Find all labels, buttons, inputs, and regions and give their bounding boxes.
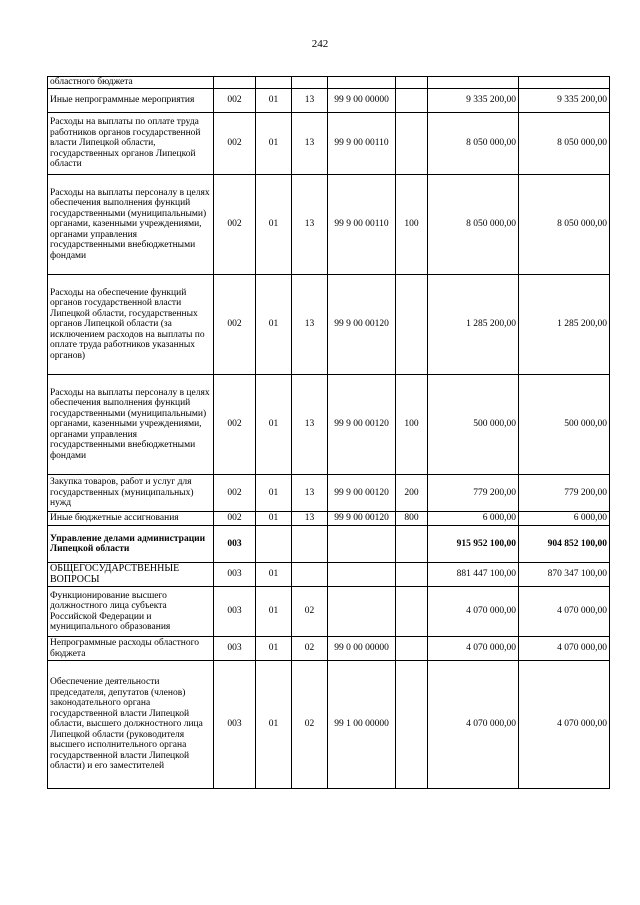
section-code-cell: 01	[256, 475, 292, 512]
amount-year1-cell: 4 070 000,00	[428, 661, 519, 789]
subsection-code-cell	[292, 563, 328, 587]
budget-table	[47, 76, 610, 789]
target-article-cell: 99 9 00 00110	[328, 113, 396, 175]
row-name-cell: Иные бюджетные ассигнования	[48, 512, 214, 526]
row-name-cell: Расходы на выплаты по оплате труда работников органов государственной власти Липецкой области, государственных органов Липецкой области	[48, 113, 214, 175]
amount-year2-cell: 8 050 000,00	[519, 113, 610, 175]
ved-code-cell: 002	[214, 175, 256, 275]
target-article-cell: 99 9 00 00120	[328, 512, 396, 526]
subsection-code-cell	[292, 77, 328, 89]
section-code-cell: 01	[256, 375, 292, 475]
page-number: 242	[311, 38, 329, 50]
amount-year1-cell: 915 952 100,00	[428, 526, 519, 563]
ved-code-cell: 002	[214, 275, 256, 375]
amount-year2-cell: 500 000,00	[519, 375, 610, 475]
subsection-code-cell: 02	[292, 637, 328, 661]
table-row	[48, 526, 610, 563]
ved-code-cell	[214, 77, 256, 89]
row-name-cell: Иные непрограммные мероприятия	[48, 89, 214, 113]
table-row	[48, 587, 610, 637]
target-article-cell: 99 9 00 00120	[328, 375, 396, 475]
subsection-code-cell: 13	[292, 375, 328, 475]
row-name-cell: Управление делами администрации Липецкой области	[48, 526, 214, 563]
ved-code-cell: 003	[214, 563, 256, 587]
section-code-cell: 01	[256, 563, 292, 587]
subsection-code-cell: 13	[292, 512, 328, 526]
amount-year1-cell: 6 000,00	[428, 512, 519, 526]
section-code-cell	[256, 77, 292, 89]
amount-year1-cell: 4 070 000,00	[428, 637, 519, 661]
row-name-cell: Функционирование высшего должностного лица субъекта Российской Федерации и муниципального образования	[48, 587, 214, 637]
amount-year1-cell	[428, 77, 519, 89]
section-code-cell: 01	[256, 637, 292, 661]
subsection-code-cell: 02	[292, 661, 328, 789]
amount-year1-cell: 4 070 000,00	[428, 587, 519, 637]
expense-type-cell	[396, 637, 428, 661]
section-code-cell	[256, 526, 292, 563]
target-article-cell: 99 9 00 00110	[328, 175, 396, 275]
amount-year2-cell: 4 070 000,00	[519, 637, 610, 661]
amount-year2-cell: 1 285 200,00	[519, 275, 610, 375]
amount-year2-cell: 4 070 000,00	[519, 587, 610, 637]
expense-type-cell	[396, 563, 428, 587]
ved-code-cell: 002	[214, 89, 256, 113]
subsection-code-cell: 13	[292, 175, 328, 275]
target-article-cell: 99 0 00 00000	[328, 637, 396, 661]
amount-year1-cell: 1 285 200,00	[428, 275, 519, 375]
ved-code-cell: 002	[214, 512, 256, 526]
target-article-cell: 99 9 00 00000	[328, 89, 396, 113]
table-row	[48, 275, 610, 375]
expense-type-cell	[396, 275, 428, 375]
expense-type-cell: 100	[396, 175, 428, 275]
amount-year2-cell: 6 000,00	[519, 512, 610, 526]
expense-type-cell	[396, 526, 428, 563]
ved-code-cell: 002	[214, 475, 256, 512]
amount-year1-cell: 500 000,00	[428, 375, 519, 475]
table-row	[48, 89, 610, 113]
section-code-cell: 01	[256, 661, 292, 789]
expense-type-cell	[396, 587, 428, 637]
expense-type-cell: 200	[396, 475, 428, 512]
section-code-cell: 01	[256, 275, 292, 375]
target-article-cell: 99 9 00 00120	[328, 275, 396, 375]
table-row	[48, 375, 610, 475]
expense-type-cell: 800	[396, 512, 428, 526]
target-article-cell	[328, 77, 396, 89]
row-name-cell: Расходы на обеспечение функций органов государственной власти Липецкой области, государственных органов Липецкой области (за исключением расходов на выплаты по оплате труда работников указанных органов)	[48, 275, 214, 375]
table-row	[48, 175, 610, 275]
row-name-cell: Непрограммные расходы областного бюджета	[48, 637, 214, 661]
table-row	[48, 637, 610, 661]
row-name-cell: ОБЩЕГОСУДАРСТВЕННЫЕ ВОПРОСЫ	[48, 563, 214, 587]
ved-code-cell: 003	[214, 637, 256, 661]
row-name-cell: Расходы на выплаты персоналу в целях обеспечения выполнения функций государственными (муниципальными) органами, казенными учреждениями, органами управления государственными внебюджетными фондами	[48, 375, 214, 475]
ved-code-cell: 003	[214, 587, 256, 637]
amount-year1-cell: 9 335 200,00	[428, 89, 519, 113]
subsection-code-cell: 13	[292, 89, 328, 113]
section-code-cell: 01	[256, 512, 292, 526]
row-name-cell: Расходы на выплаты персоналу в целях обеспечения выполнения функций государственными (муниципальными) органами, казенными учреждениями, органами управления государственными внебюджетными фондами	[48, 175, 214, 275]
expense-type-cell: 100	[396, 375, 428, 475]
table-body	[48, 77, 610, 789]
amount-year2-cell: 904 852 100,00	[519, 526, 610, 563]
amount-year2-cell: 9 335 200,00	[519, 89, 610, 113]
ved-code-cell: 002	[214, 375, 256, 475]
table-row	[48, 113, 610, 175]
target-article-cell: 99 1 00 00000	[328, 661, 396, 789]
table-row	[48, 512, 610, 526]
amount-year2-cell: 870 347 100,00	[519, 563, 610, 587]
target-article-cell	[328, 526, 396, 563]
table-row	[48, 77, 610, 89]
section-code-cell: 01	[256, 113, 292, 175]
table-row	[48, 563, 610, 587]
row-name-cell: областного бюджета	[48, 77, 214, 89]
expense-type-cell	[396, 661, 428, 789]
row-name-cell: Обеспечение деятельности председателя, депутатов (членов) законодательного органа государственной власти Липецкой области, высшего должностного лица Липецкой области (руководителя высшего исполнительного органа государственной власти Липецкой области) и его заместителей	[48, 661, 214, 789]
amount-year2-cell	[519, 77, 610, 89]
subsection-code-cell: 13	[292, 113, 328, 175]
target-article-cell: 99 9 00 00120	[328, 475, 396, 512]
amount-year1-cell: 881 447 100,00	[428, 563, 519, 587]
expense-type-cell	[396, 89, 428, 113]
amount-year2-cell: 8 050 000,00	[519, 175, 610, 275]
amount-year1-cell: 8 050 000,00	[428, 175, 519, 275]
ved-code-cell: 002	[214, 113, 256, 175]
subsection-code-cell: 13	[292, 275, 328, 375]
amount-year2-cell: 779 200,00	[519, 475, 610, 512]
subsection-code-cell: 02	[292, 587, 328, 637]
section-code-cell: 01	[256, 89, 292, 113]
section-code-cell: 01	[256, 587, 292, 637]
ved-code-cell: 003	[214, 526, 256, 563]
table-row	[48, 661, 610, 789]
subsection-code-cell	[292, 526, 328, 563]
row-name-cell: Закупка товаров, работ и услуг для государственных (муниципальных) нужд	[48, 475, 214, 512]
amount-year1-cell: 779 200,00	[428, 475, 519, 512]
expense-type-cell	[396, 113, 428, 175]
amount-year2-cell: 4 070 000,00	[519, 661, 610, 789]
subsection-code-cell: 13	[292, 475, 328, 512]
target-article-cell	[328, 587, 396, 637]
amount-year1-cell: 8 050 000,00	[428, 113, 519, 175]
target-article-cell	[328, 563, 396, 587]
section-code-cell: 01	[256, 175, 292, 275]
ved-code-cell: 003	[214, 661, 256, 789]
expense-type-cell	[396, 77, 428, 89]
table-row	[48, 475, 610, 512]
